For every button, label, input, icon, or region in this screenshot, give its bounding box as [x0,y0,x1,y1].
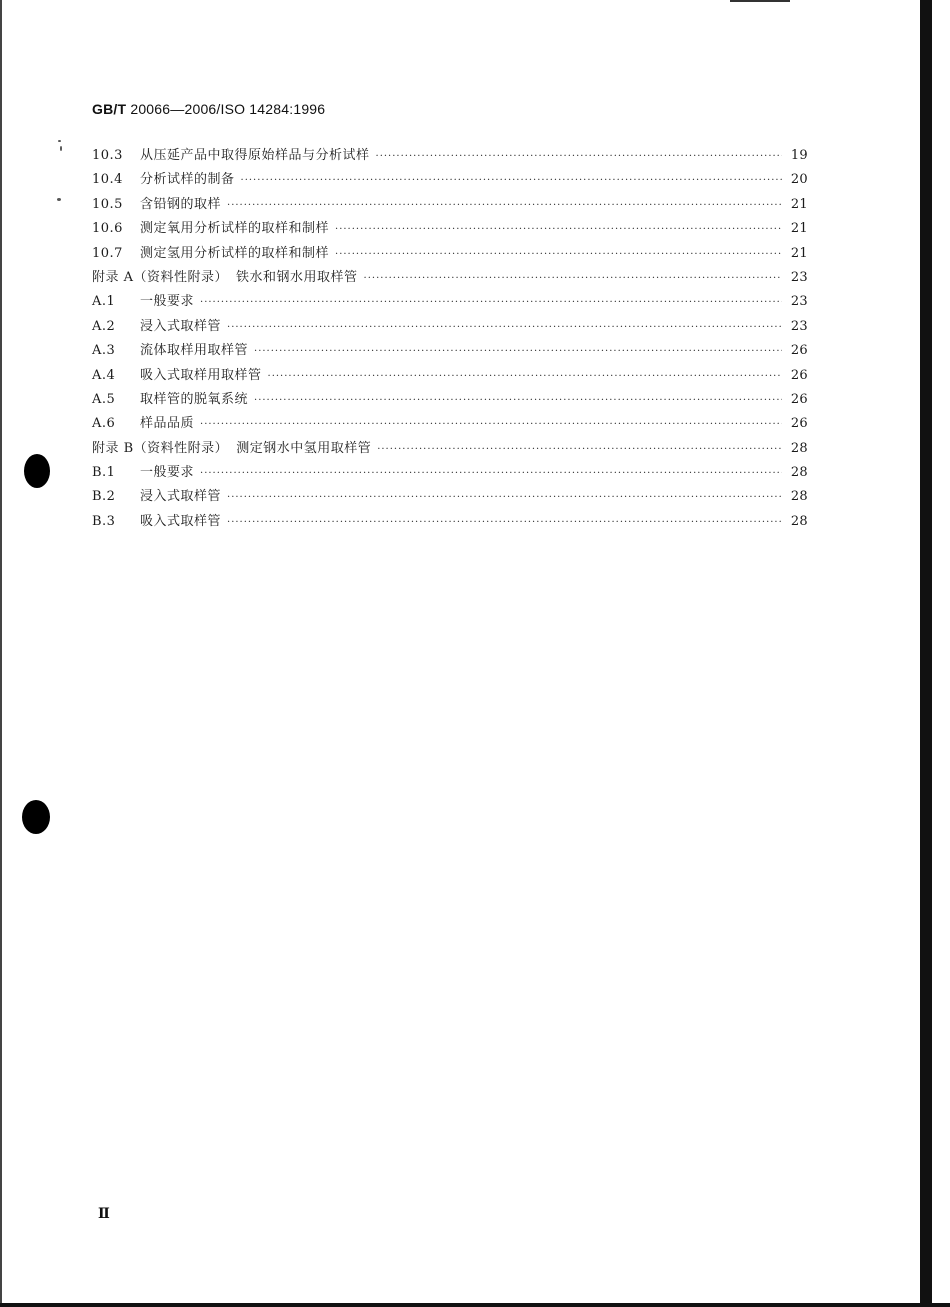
toc-entry[interactable] [92,461,808,485]
toc-annex-label: 附录 B（资料性附录） [92,440,229,456]
toc-entry-title: 流体取样用取样管 [140,343,249,359]
toc-entry[interactable] [92,242,808,266]
toc-entry-title: 铁水和钢水用取样管 [236,269,358,285]
standard-header [92,101,325,117]
scan-speck [60,146,62,151]
toc-entry-page: 28 [790,440,808,456]
toc-entry-title: 测定氧用分析试样的取样和制样 [140,221,330,237]
toc-entry-number: B.1 [92,465,116,481]
top-scan-line [730,0,790,2]
toc-entry-title: 测定氢用分析试样的取样和制样 [140,245,330,261]
toc-entry-page: 23 [790,294,808,310]
toc-entry[interactable] [92,315,808,339]
punch-hole-lower [22,800,50,834]
toc-entry-number: A.4 [92,367,116,383]
toc-leader-dots [268,371,782,382]
toc-entry[interactable] [92,168,808,192]
toc-entry-title: 一般要求 [140,465,195,481]
toc-leader-dots [227,492,782,503]
toc-leader-dots [200,468,782,479]
toc-entry-number: 10.7 [92,245,123,261]
toc-leader-dots [241,175,782,186]
toc-entry-title: 取样管的脱氧系统 [140,391,249,407]
toc-entry[interactable] [92,485,808,509]
toc-entry-number: 10.5 [92,196,123,212]
toc-entry-number: A.2 [92,318,116,334]
toc-entry-page: 19 [790,148,808,163]
toc-entry[interactable] [92,364,808,388]
toc-entry[interactable] [92,290,808,314]
toc-entry-page: 21 [790,221,808,237]
standard-code: GB/T [92,101,127,117]
toc-entry[interactable] [92,339,808,363]
toc-entry[interactable] [92,412,808,436]
toc-entry-title: 分析试样的制备 [140,172,235,188]
scan-speck [57,198,61,201]
toc-leader-dots [254,346,782,357]
scan-speck [58,140,61,142]
toc-entry-annex-a[interactable] [92,266,808,290]
toc-leader-dots [200,297,782,308]
toc-entry-page: 28 [790,489,808,505]
standard-number: 20066—2006/ISO 14284:1996 [126,101,326,117]
toc-entry[interactable] [92,510,808,534]
page-edge-right [920,0,932,1307]
toc-entry-number: A.1 [92,294,116,310]
toc-entry-annex-b[interactable] [92,437,808,461]
toc-entry[interactable] [92,388,808,412]
toc-entry-title: 含铅钢的取样 [140,196,222,212]
toc-leader-dots [200,419,782,430]
toc-entry[interactable] [92,193,808,217]
toc-entry-page: 26 [790,391,808,407]
toc-entry-page: 28 [790,465,808,481]
toc-leader-dots [254,395,782,406]
toc-entry-number: A.5 [92,391,116,407]
page-number: Ⅱ [98,1206,110,1222]
toc-entry-title: 浸入式取样管 [140,489,222,505]
toc-leader-dots [227,322,782,333]
toc-entry-number: 10.3 [92,148,123,163]
page-edge-bottom [0,1303,950,1307]
toc-entry-title: 浸入式取样管 [140,318,222,334]
toc-entry-page: 28 [790,513,808,529]
toc-entry[interactable] [92,217,808,241]
toc-entry-number: 10.4 [92,172,123,188]
toc-entry-title: 吸入式取样用取样管 [140,367,262,383]
toc-entry-number: B.2 [92,489,116,505]
toc-entry-title: 吸入式取样管 [140,513,222,529]
toc-leader-dots [377,444,782,455]
toc-entry-number: B.3 [92,513,116,529]
toc-leader-dots [376,151,782,162]
toc-entry-page: 21 [790,196,808,212]
toc-leader-dots [364,273,782,284]
toc-entry-page: 21 [790,245,808,261]
toc-leader-dots [335,224,782,235]
toc-entry-page: 26 [790,343,808,359]
toc-annex-label: 附录 A（资料性附录） [92,269,229,285]
toc-entry[interactable] [92,144,808,168]
toc-entry-page: 26 [790,367,808,383]
toc-leader-dots [335,249,782,260]
toc-entry-title: 从压延产品中取得原始样品与分析试样 [140,148,370,163]
toc-entry-page: 20 [790,172,808,188]
toc-entry-page: 23 [790,269,808,285]
toc-entry-number: A.3 [92,343,116,359]
toc-entry-title: 一般要求 [140,294,195,310]
toc-entry-number: 10.6 [92,221,123,237]
punch-hole-upper [24,454,50,488]
toc-entry-page: 23 [790,318,808,334]
toc-leader-dots [227,200,782,211]
toc-leader-dots [227,517,782,528]
toc-entry-page: 26 [790,416,808,432]
toc-entry-title: 样品品质 [140,416,195,432]
toc-entry-number: A.6 [92,416,116,432]
page-edge-left [0,0,2,1307]
table-of-contents [92,144,808,534]
toc-entry-title: 测定钢水中氢用取样管 [236,440,372,456]
